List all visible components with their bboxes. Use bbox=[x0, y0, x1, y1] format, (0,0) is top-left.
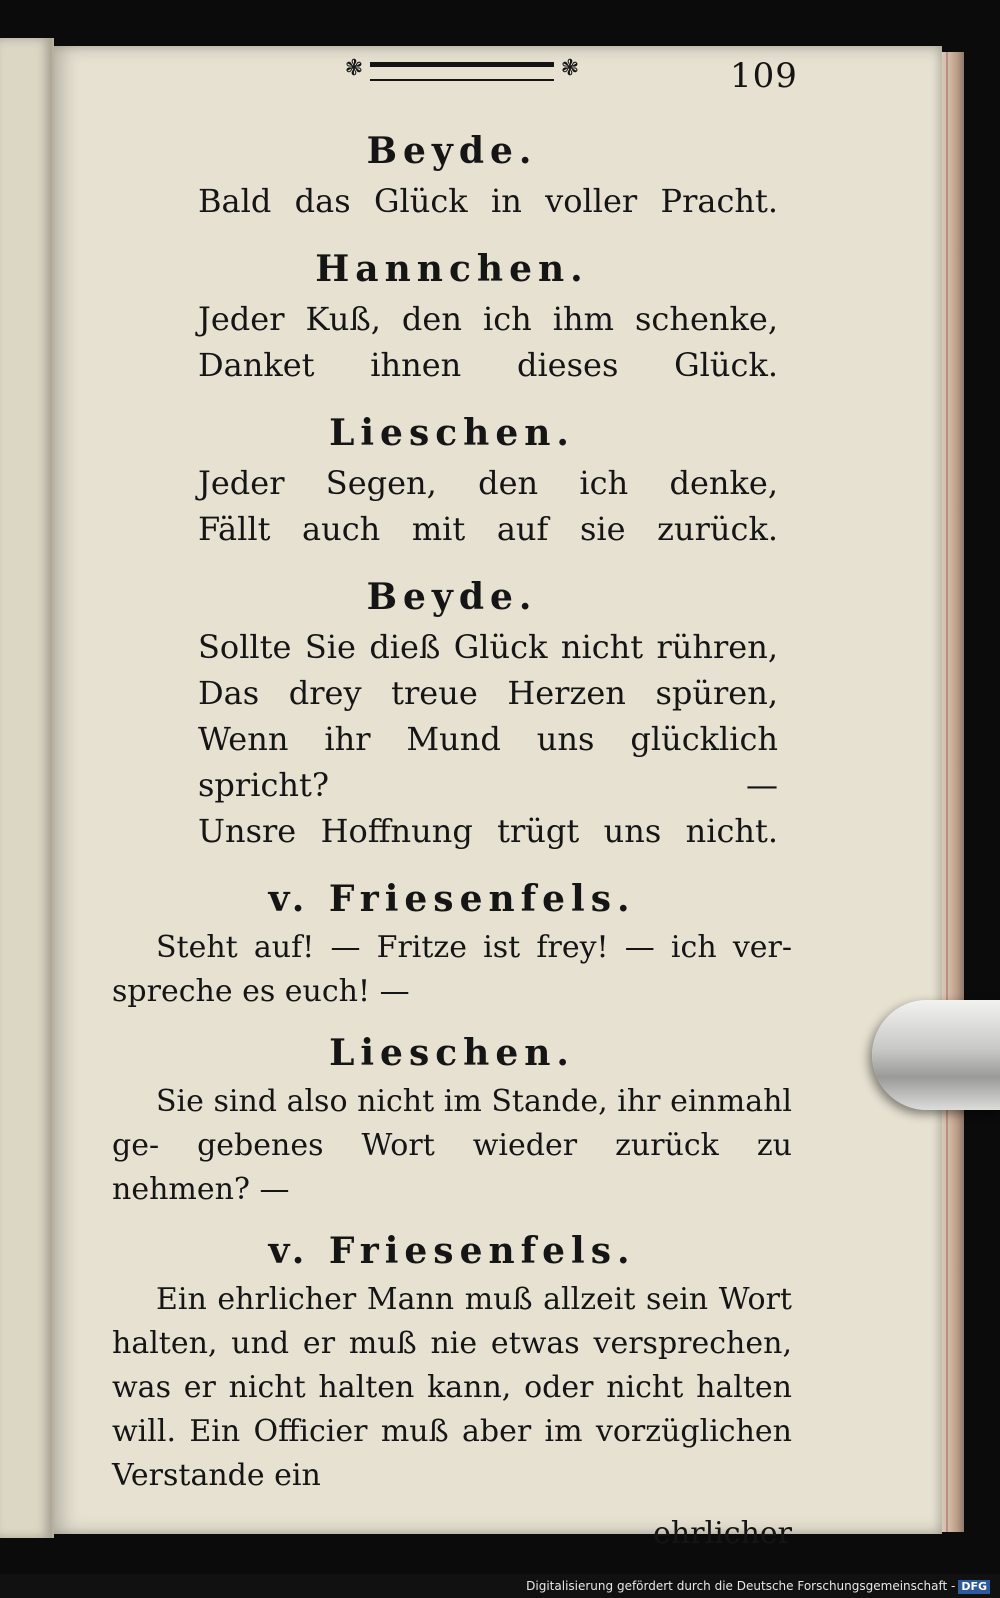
dfg-logo: DFG bbox=[958, 1580, 990, 1594]
speaker-heading: Beyde. bbox=[366, 130, 538, 172]
verse-line: Das drey treue Herzen spüren, bbox=[198, 674, 778, 712]
verse-line: Unsre Hoffnung trügt uns nicht. bbox=[198, 812, 778, 850]
verse-line: Fällt auch mit auf sie zurück. bbox=[198, 510, 778, 548]
verse-line: Wenn ihr Mund uns glücklich spricht? — bbox=[198, 720, 778, 804]
prose-block bbox=[112, 1080, 792, 1212]
digitization-footer bbox=[0, 1574, 1000, 1598]
verse-line: Jeder Segen, den ich denke, bbox=[198, 464, 778, 502]
speaker-heading: v. Friesenfels. bbox=[268, 878, 636, 920]
speaker-heading: Lieschen. bbox=[329, 1032, 575, 1074]
prose-paragraph: Sie sind also nicht im Stande, ihr einmahl ge- gebenes Wort wieder zurück zu nehmen? — bbox=[112, 1084, 792, 1207]
verse-line: Jeder Kuß, den ich ihm schenke, bbox=[198, 300, 778, 338]
prose-paragraph: Steht auf! — Fritze ist frey! — ich ver- spreche es euch! — bbox=[112, 930, 792, 1009]
verse-line: Bald das Glück in voller Pracht. bbox=[198, 182, 778, 220]
ornament-rule bbox=[370, 62, 554, 81]
header-ornament bbox=[342, 57, 582, 81]
ornament-flower-right: ❃ bbox=[560, 56, 580, 81]
verse-block bbox=[112, 624, 792, 854]
verse-block bbox=[112, 178, 792, 224]
page-number: 109 bbox=[730, 56, 798, 96]
catchword: ehrlicher bbox=[653, 1516, 792, 1551]
verse-block bbox=[112, 296, 792, 388]
ornament-flower-left: ❃ bbox=[344, 56, 364, 81]
footer-credit: Digitalisierung gefördert durch die Deutsche Forschungsgemeinschaft - bbox=[526, 1579, 956, 1593]
prose-block bbox=[112, 926, 792, 1014]
speaker-heading: Lieschen. bbox=[329, 412, 575, 454]
verse-line: Sollte Sie dieß Glück nicht rühren, bbox=[198, 628, 778, 666]
speaker-heading: Beyde. bbox=[366, 576, 538, 618]
prose-paragraph: Ein ehrlicher Mann muß allzeit sein Wort halten, und er muß nie etwas versprechen, was er nicht halten kann, oder nicht halten will. Ein Officier muß aber im vorzüglichen Verstande ein bbox=[112, 1282, 792, 1493]
previous-page-edge bbox=[0, 38, 54, 1538]
page-clip bbox=[872, 1000, 1000, 1110]
verse-line: Danket ihnen dieses Glück. bbox=[198, 346, 778, 384]
verse-block bbox=[112, 460, 792, 552]
prose-block bbox=[112, 1278, 792, 1498]
speaker-heading: Hannchen. bbox=[315, 248, 589, 290]
page-text bbox=[112, 128, 792, 1554]
speaker-heading: v. Friesenfels. bbox=[268, 1230, 636, 1272]
page-fore-edge bbox=[942, 52, 964, 1532]
